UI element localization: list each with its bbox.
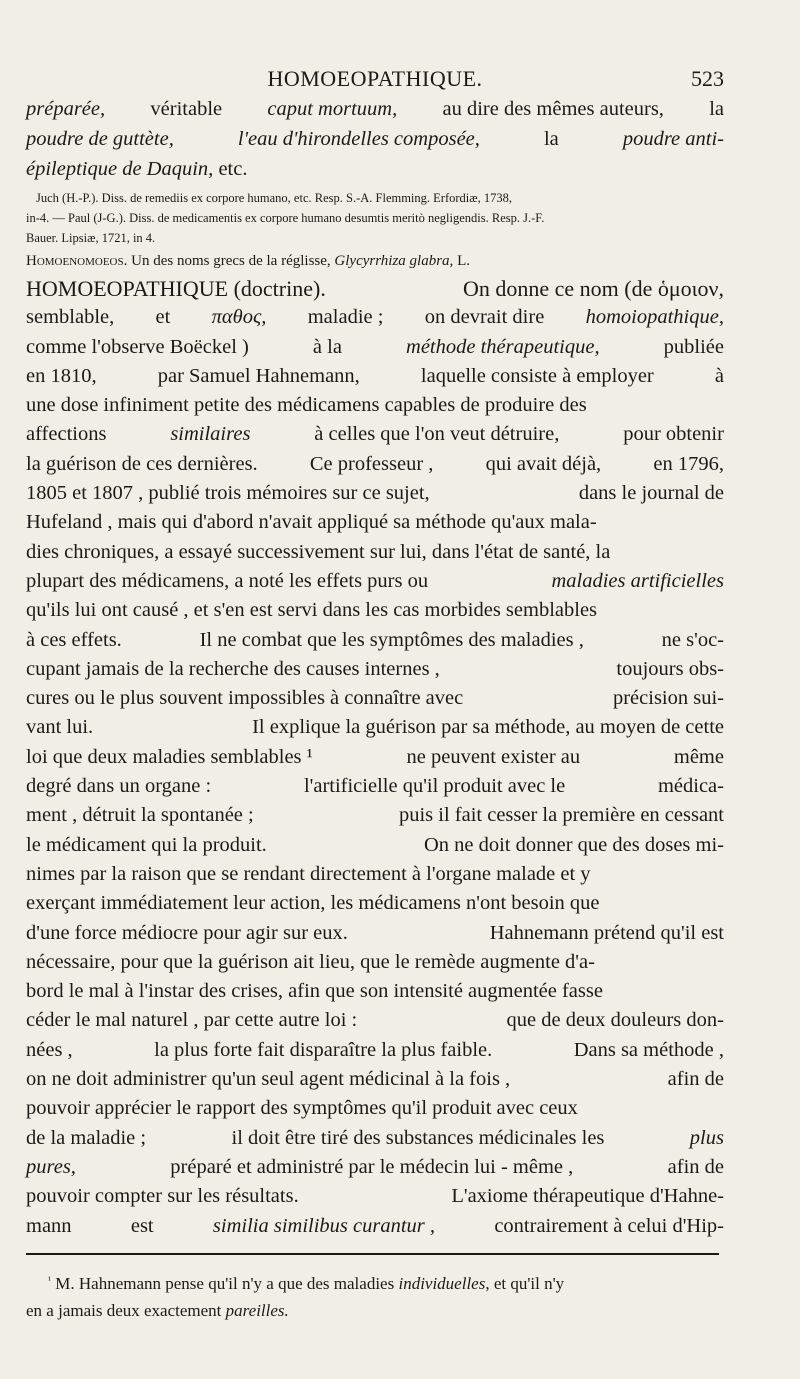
latin-axiom: similia similibus curantur ,: [212, 1214, 436, 1237]
phrase: maladies artificielles: [551, 569, 724, 592]
text-line: [26, 274, 724, 303]
abbrev: L.: [457, 253, 470, 269]
phrase: laquelle consiste à employer: [420, 364, 654, 387]
text-line: [26, 362, 724, 391]
phrase: médica-: [657, 775, 724, 798]
phrase: est: [130, 1214, 154, 1237]
phrase: affections: [26, 423, 107, 446]
greek-word: παθος,: [211, 306, 267, 329]
phrase: ne s'oc-: [661, 628, 724, 651]
phrase: cupant jamais de la recherche des causes internes ,: [26, 657, 440, 680]
footnote-line: [26, 1267, 724, 1297]
phrase: à: [714, 364, 724, 387]
phrase: exerçant immédiatement leur action, les médicamens n'ont besoin que: [26, 892, 600, 915]
text-line: [26, 508, 724, 537]
running-title: HOMOEOPATHIQUE.: [267, 66, 483, 91]
running-header: [26, 62, 724, 94]
phrase: semblable,: [26, 306, 115, 329]
phrase: 1805 et 1807 , publié trois mémoires sur ce sujet,: [26, 482, 430, 505]
text-line: [26, 889, 724, 918]
text-line: [26, 772, 724, 801]
phrase: mann: [26, 1214, 72, 1237]
text-line: [26, 977, 724, 1006]
text-line: [26, 391, 724, 420]
text-line: [26, 684, 724, 713]
phrase: afin de: [667, 1155, 724, 1178]
phrase: caput mortuum,: [267, 98, 398, 120]
text-line: [26, 420, 724, 449]
phrase: on devrait dire: [424, 306, 545, 329]
text-line: [26, 626, 724, 655]
phrase: à ces effets.: [26, 628, 122, 651]
phrase: bord le mal à l'instar des crises, afin que son intensité augmentée fasse: [26, 980, 603, 1003]
text-line: [26, 948, 724, 977]
phrase: nimes par la raison que se rendant directement à l'organe malade et y: [26, 862, 591, 885]
citation-line: Juch (H.-P.). Diss. de remediis ex corpore humano, etc. Resp. S.-A. Flemming. Erfordiæ, 1738,: [36, 191, 512, 205]
text-line: [26, 860, 724, 889]
phrase: puis il fait cesser la première en cessant: [398, 804, 724, 827]
text-line: [26, 303, 724, 332]
phrase: la: [543, 128, 559, 150]
phrase: loi que deux maladies semblables ¹: [26, 745, 313, 768]
text-line: [26, 124, 724, 154]
text-line: [26, 831, 724, 860]
phrase: pures,: [26, 1155, 76, 1178]
phrase: poudre de guttète,: [26, 128, 174, 150]
phrase: plus: [689, 1126, 724, 1149]
phrase: etc.: [218, 158, 248, 180]
phrase: ne peuvent exister au: [406, 745, 581, 768]
phrase: dans le journal de: [578, 482, 724, 505]
phrase: similaires: [170, 423, 251, 446]
text-line: [26, 919, 724, 948]
latin-name: Glycyrrhiza glabra,: [334, 253, 454, 269]
text-line: [26, 655, 724, 684]
phrase: en a jamais deux exactement: [26, 1300, 222, 1320]
text-line: [26, 1036, 724, 1065]
phrase: Il explique la guérison par sa méthode, au moyen de cette: [252, 716, 724, 739]
phrase: l'artificielle qu'il produit avec le: [303, 775, 566, 798]
phrase: méthode thérapeutique,: [406, 335, 600, 358]
text-line: [26, 94, 724, 124]
phrase: même: [673, 745, 724, 768]
footnote-marker: ¹: [48, 1274, 51, 1286]
phrase: précision sui-: [612, 687, 724, 710]
phrase: Hahnemann prétend qu'il est: [489, 921, 724, 944]
phrase: épileptique de Daquin,: [26, 158, 214, 180]
phrase: la guérison de ces dernières.: [26, 452, 258, 475]
phrase: en 1796,: [653, 452, 724, 475]
text-line: [26, 333, 724, 362]
phrase: de la maladie ;: [26, 1126, 147, 1149]
text-line: [26, 1006, 724, 1035]
text-line: [26, 743, 724, 772]
phrase: contrairement à celui d'Hip-: [494, 1214, 724, 1237]
phrase: Dans sa méthode ,: [573, 1038, 724, 1061]
entry-text: Un des noms grecs de la réglisse,: [131, 253, 331, 269]
text-line: [26, 713, 724, 742]
phrase: maladie ;: [307, 306, 384, 329]
phrase: et: [155, 306, 171, 329]
phrase: à la: [312, 335, 342, 358]
page-number: 523: [691, 66, 724, 91]
phrase: au dire des mêmes auteurs,: [442, 98, 664, 120]
phrase: Ce professeur ,: [309, 452, 434, 475]
footnote: [26, 1267, 724, 1324]
phrase: cures ou le plus souvent impossibles à connaître avec: [26, 687, 464, 710]
phrase: homoiopathique,: [585, 306, 724, 329]
phrase: On donne ce nom (de ὁμοιον,: [462, 276, 724, 301]
phrase: on ne doit administrer qu'un seul agent médicinal à la fois ,: [26, 1068, 511, 1091]
book-page: [26, 62, 724, 1324]
phrase: Il ne combat que les symptômes des maladies ,: [199, 628, 584, 651]
phrase: pouvoir apprécier le rapport des symptômes qu'il produit avec ceux: [26, 1097, 578, 1120]
phrase: L'axiome thérapeutique d'Hahne-: [451, 1185, 724, 1208]
phrase: préparée,: [26, 98, 106, 120]
phrase: à celles que l'on veut détruire,: [314, 423, 560, 446]
entry-headword: Homoenomoeos.: [26, 253, 128, 269]
text-line: [26, 1212, 724, 1241]
text-line: [26, 801, 724, 830]
footnote-line: [26, 1297, 724, 1324]
phrase: afin de: [667, 1068, 724, 1091]
phrase: il doit être tiré des substances médicinales les: [231, 1126, 605, 1149]
text-line: [26, 450, 724, 479]
text-line: [26, 596, 724, 625]
phrase: vant lui.: [26, 716, 94, 739]
phrase: céder le mal naturel , par cette autre loi :: [26, 1009, 358, 1032]
phrase: , et qu'il n'y: [485, 1273, 565, 1293]
phrase: individuelles: [398, 1273, 486, 1293]
phrase: pareilles.: [225, 1300, 289, 1320]
phrase: comme l'observe Boëckel ): [26, 335, 249, 358]
phrase: préparé et administré par le médecin lui - même ,: [170, 1155, 574, 1178]
text-line: [26, 154, 724, 184]
citation-line: Bauer. Lipsiæ, 1721, in 4.: [26, 231, 156, 245]
citation-line: in-4. — Paul (J-G.). Diss. de medicamentis ex corpore humano desumtis meritò negligendis. Resp. J.-F.: [26, 211, 545, 225]
text-line: [26, 1065, 724, 1094]
phrase: pouvoir compter sur les résultats.: [26, 1185, 299, 1208]
phrase: On ne doit donner que des doses mi-: [423, 833, 724, 856]
main-entry: [26, 274, 724, 1241]
phrase: que de deux douleurs don-: [506, 1009, 724, 1032]
phrase: une dose infiniment petite des médicamens capables de produire des: [26, 394, 587, 417]
text-line: [26, 479, 724, 508]
phrase: la plus forte fait disparaître la plus faible.: [154, 1038, 493, 1061]
phrase: qu'ils lui ont causé , et s'en est servi dans les cas morbides semblables: [26, 599, 598, 622]
phrase: nées ,: [26, 1038, 73, 1061]
phrase: pour obtenir: [623, 423, 724, 446]
phrase: d'une force médiocre pour agir sur eux.: [26, 921, 348, 944]
text-line: [26, 1182, 724, 1211]
phrase: par Samuel Hahnemann,: [157, 364, 360, 387]
phrase: toujours obs-: [616, 657, 724, 680]
phrase: l'eau d'hirondelles composée,: [237, 128, 480, 150]
text-line: [26, 1094, 724, 1123]
phrase: qui avait déjà,: [485, 452, 602, 475]
footnote-rule: [26, 1253, 719, 1255]
phrase: degré dans un organe :: [26, 775, 212, 798]
text-line: [26, 1153, 724, 1182]
text-line: [26, 1124, 724, 1153]
text-line: [26, 538, 724, 567]
text-line: [26, 567, 724, 596]
phrase: ment , détruit la spontanée ;: [26, 804, 254, 827]
phrase: dies chroniques, a essayé successivement sur lui, dans l'état de santé, la: [26, 540, 611, 563]
phrase: M. Hahnemann pense qu'il n'y a que des maladies: [55, 1273, 395, 1293]
entry-headword: HOMOEOPATHIQUE (doctrine).: [26, 276, 326, 301]
entry-homoenomoeos: [26, 248, 724, 274]
phrase: nécessaire, pour que la guérison ait lieu, que le remède augmente d'a-: [26, 950, 595, 973]
citation-block: [26, 188, 724, 248]
phrase: véritable: [150, 98, 223, 120]
phrase: publiée: [663, 335, 724, 358]
phrase: le médicament qui la produit.: [26, 833, 267, 856]
phrase: poudre anti-: [622, 128, 724, 150]
intro-paragraph: [26, 94, 724, 184]
phrase: plupart des médicamens, a noté les effets purs ou: [26, 569, 429, 592]
phrase: Hufeland , mais qui d'abord n'avait appliqué sa méthode qu'aux mala-: [26, 511, 597, 534]
phrase: en 1810,: [26, 364, 97, 387]
phrase: la: [709, 98, 724, 120]
